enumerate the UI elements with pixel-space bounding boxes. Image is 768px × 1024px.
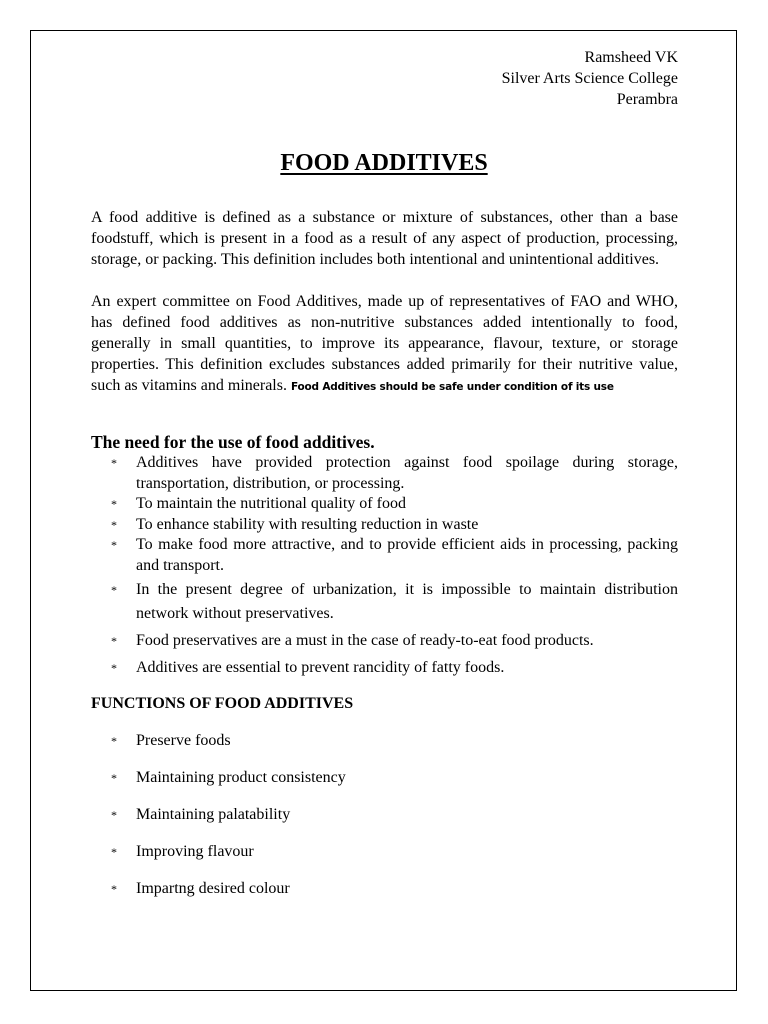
need-list-item bbox=[91, 629, 678, 653]
need-list-item bbox=[91, 535, 678, 576]
asterisk-bullet-icon: * bbox=[111, 497, 117, 511]
need-item-text: Additives have provided protection against food spoilage during storage, transportation, distribution, or processing. bbox=[136, 454, 678, 492]
asterisk-bullet-icon: * bbox=[111, 845, 117, 859]
function-item-text: Maintaining palatability bbox=[136, 806, 291, 823]
asterisk-bullet-icon: * bbox=[111, 634, 117, 648]
need-item-text: To make food more attractive, and to provide efficient aids in processing, packing and transport. bbox=[136, 536, 678, 574]
need-list-item bbox=[91, 494, 678, 515]
function-list-item bbox=[91, 878, 678, 900]
asterisk-bullet-icon: * bbox=[111, 456, 117, 470]
need-item-text: To enhance stability with resulting reduction in waste bbox=[136, 515, 479, 533]
asterisk-bullet-icon: * bbox=[111, 882, 117, 896]
need-list bbox=[91, 453, 678, 680]
need-item-text: In the present degree of urbanization, it is impossible to maintain distribution network without preservatives. bbox=[136, 581, 678, 622]
function-list-item bbox=[91, 767, 678, 789]
asterisk-bullet-icon: * bbox=[111, 734, 117, 748]
need-item-text: To maintain the nutritional quality of food bbox=[136, 495, 406, 512]
asterisk-bullet-icon: * bbox=[111, 771, 117, 785]
document-title-text: FOOD ADDITIVES bbox=[280, 150, 488, 176]
need-list-item bbox=[91, 656, 678, 680]
function-list-item bbox=[91, 730, 678, 752]
safety-note: Food Additives should be safe under condition of its use bbox=[290, 381, 614, 393]
function-item-text: Impartng desired colour bbox=[136, 880, 290, 897]
asterisk-bullet-icon: * bbox=[111, 517, 117, 532]
author-name: Ramsheed VK bbox=[584, 49, 678, 66]
asterisk-bullet-icon: * bbox=[111, 808, 117, 822]
asterisk-bullet-icon: * bbox=[111, 661, 117, 675]
need-heading bbox=[91, 430, 375, 454]
function-list-item bbox=[91, 841, 678, 863]
need-list-item bbox=[91, 515, 678, 536]
need-list-item bbox=[91, 453, 678, 494]
function-item-text: Improving flavour bbox=[136, 843, 254, 860]
intro-paragraph-2 bbox=[91, 291, 678, 396]
author-college: Silver Arts Science College bbox=[501, 70, 678, 87]
author-place: Perambra bbox=[616, 91, 678, 108]
need-heading-period: . bbox=[370, 432, 375, 452]
functions-list bbox=[91, 730, 678, 915]
function-item-text: Preserve foods bbox=[136, 732, 231, 749]
intro-paragraph-1: A food additive is defined as a substance or mixture of substances, other than a base foodstuff, which is present in a food as a result of any aspect of production, processing, storage, or packing. This definition includes both intentional and unintentional additives. bbox=[91, 209, 678, 268]
functions-heading: FUNCTIONS OF FOOD ADDITIVES bbox=[91, 695, 354, 712]
need-item-text: Food preservatives are a must in the case of ready-to-eat food products. bbox=[136, 632, 594, 649]
document-title bbox=[0, 148, 768, 178]
asterisk-bullet-icon: * bbox=[111, 583, 117, 597]
need-item-text: Additives are essential to prevent rancidity of fatty foods. bbox=[136, 659, 505, 676]
intro-paragraph-2-text: An expert committee on Food Additives, made up of representatives of FAO and WHO, has defined food additives as non-nutritive substances added intentionally to food, generally in small quantities, to improve its appearance, flavour, texture, or storage properties. This definition excludes substances added primarily for their nutritive value, such as vitamins and minerals. bbox=[91, 293, 678, 394]
need-heading-text: The need for the use of food additives bbox=[91, 432, 371, 452]
author-block bbox=[502, 47, 678, 110]
asterisk-bullet-icon: * bbox=[111, 538, 117, 552]
function-item-text: Maintaining product consistency bbox=[136, 769, 346, 786]
function-list-item bbox=[91, 804, 678, 826]
need-list-item bbox=[91, 578, 678, 626]
